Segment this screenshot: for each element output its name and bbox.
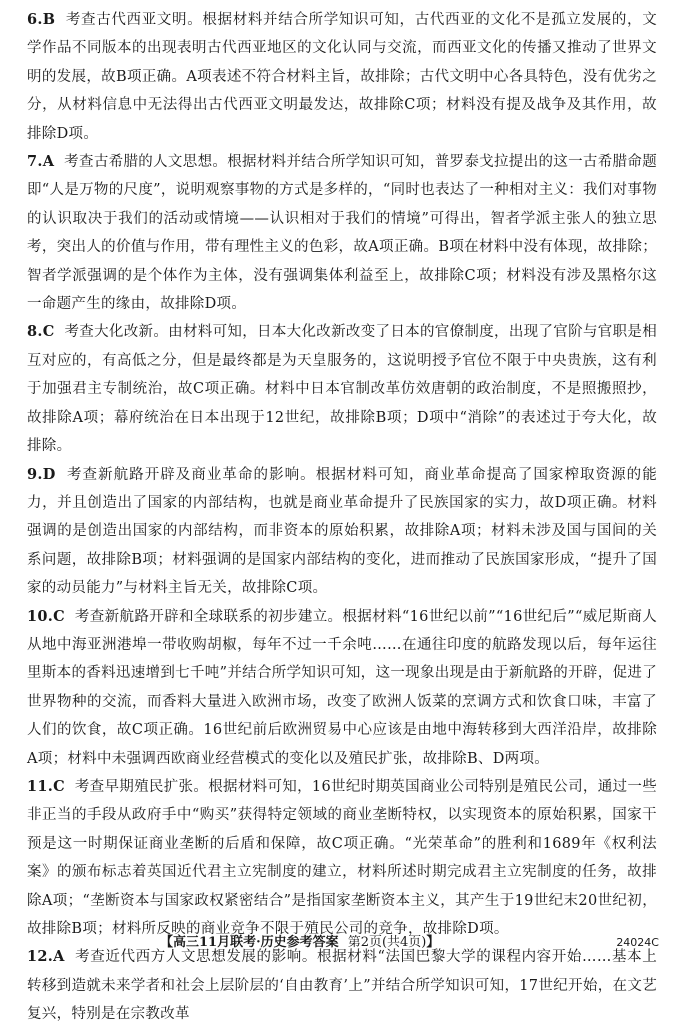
answer-number: 10.C xyxy=(27,607,65,625)
footer-title xyxy=(160,931,439,955)
page-number: 第2页(共4页) xyxy=(347,935,427,950)
answer-item-6 xyxy=(27,6,657,148)
footer-label: 【高三11月联考·历史参考答案 xyxy=(160,935,339,950)
answer-explanation: 考查古代西亚文明。根据材料并结合所学知识可知，古代西亚的文化不是孤立发展的，文学作品不同版本的出现表明古代西亚地区的文化认同与交流，而西亚文化的传播又推动了世界文明的发展，故B项正确。A项表述不符合材料主旨，故排除；古代文明中心各具特色，没有优劣之分，从材料信息中无法得出古代西亚文明最发达，故排除C项；材料没有提及战争及其作用，故排除D项。 xyxy=(27,12,657,142)
answer-explanation: 考查古希腊的人文思想。根据材料并结合所学知识可知，普罗泰戈拉提出的这一古希腊命题即“人是万物的尺度”，说明观察事物的方式是多样的，“同时也表达了一种相对主义：我们对事物的认识取决于我们的活动或情境——认识相对于我们的情境”可得出，智者学派主张人的独立思考，突出人的价值与作用，带有理性主义的色彩，故A项正确。B项在材料中没有体现，故排除；智者学派强调的是个体作为主体，没有强调集体利益至上，故排除C项；材料没有涉及黑格尔这一命题产生的缘由，故排除D项。 xyxy=(27,154,658,313)
answer-item-8 xyxy=(27,318,657,460)
answer-number: 6.B xyxy=(27,11,56,28)
document-code: 24024C xyxy=(616,936,659,949)
answer-number: 9.D xyxy=(27,465,56,483)
answer-item-11 xyxy=(27,773,657,943)
answer-list xyxy=(27,6,657,1029)
footer-close-bracket: 】 xyxy=(426,935,440,950)
answer-explanation: 考查近代西方人文思想发展的影响。根据材料“法国巴黎大学的课程内容开始……基本上转移到造就未来学者和社会上层阶层的‘自由教育’上”并结合所学知识可知，17世纪开始，在文艺复兴，特别是在宗教改革 xyxy=(27,949,657,1023)
answer-item-7 xyxy=(27,148,657,318)
answer-item-12 xyxy=(27,943,657,1028)
answer-explanation: 考查早期殖民扩张。根据材料可知，16世纪时期英国商业公司特别是殖民公司，通过一些非正当的手段从政府手中“购买”获得特定领域的商业垄断特权，以实现资本的原始积累，国家干预是这一时期保证商业垄断的后盾和保障，故C项正确。“光荣革命”的胜利和1689年《权利法案》的颁布标志着英国近代君主立宪制度的建立，材料所述时期完成君主立宪制度的任务，故排除A项；“垄断资本与国家政权紧密结合”是指国家垄断资本主义，其产生于19世纪末20世纪初，故排除B项；材料所反映的商业竞争不限于殖民公司的竞争，故排除D项。 xyxy=(27,778,657,937)
answer-explanation: 考查新航路开辟及商业革命的影响。根据材料可知，商业革命提高了国家榨取资源的能力，并且创造出了国家的内部结构，也就是商业革命提升了民族国家的实力，故D项正确。材料强调的是创造出国家的内部结构，而非资本的原始积累，故排除A项；材料未涉及国与国间的关系问题，故排除B项；材料强调的是国家内部结构的变化，进而推动了民族国家形成，“提升了国家的动员能力”与材料主旨无关，故排除C项。 xyxy=(27,466,657,597)
answer-number: 12.A xyxy=(27,948,65,966)
answer-item-9 xyxy=(27,461,657,603)
answer-number: 8.C xyxy=(27,323,55,341)
answer-number: 7.A xyxy=(27,153,55,171)
answer-number: 11.C xyxy=(27,777,65,795)
answer-explanation: 考查新航路开辟和全球联系的初步建立。根据材料“16世纪以前”“16世纪后”“威尼斯商人从地中海亚洲港埠一带收购胡椒，每年不过一千余吨……在通往印度的航路发现以后，每年运往里斯本的香料迅速增到七千吨”并结合所学知识可知，这一现象出现是由于新航路的开辟，促进了世界物种的交流，而香料大量进入欧洲市场，改变了欧洲人饭菜的烹调方式和饮食口味，丰富了人们的饮食，故C项正确。16世纪前后欧洲贸易中心应该是由地中海转移到大西洋沿岸，故排除A项；材料中未强调西欧商业经营模式的变化以及殖民扩张，故排除B、D两项。 xyxy=(27,608,657,767)
answer-explanation: 考查大化改新。由材料可知，日本大化改新改变了日本的官僚制度，出现了官阶与官职是相互对应的，有高低之分，但是最终都是为天皇服务的，这说明授予官位不限于中央贵族，这有利于加强君主专制统治，故C项正确。材料中日本官制改革仿效唐朝的政治制度，不是照搬照抄，故排除A项；幕府统治在日本出现于12世纪，故排除B项；D项中“消除”的表述过于夸大化，故排除。 xyxy=(27,324,657,455)
page-footer xyxy=(0,931,677,955)
answer-item-10 xyxy=(27,603,657,773)
